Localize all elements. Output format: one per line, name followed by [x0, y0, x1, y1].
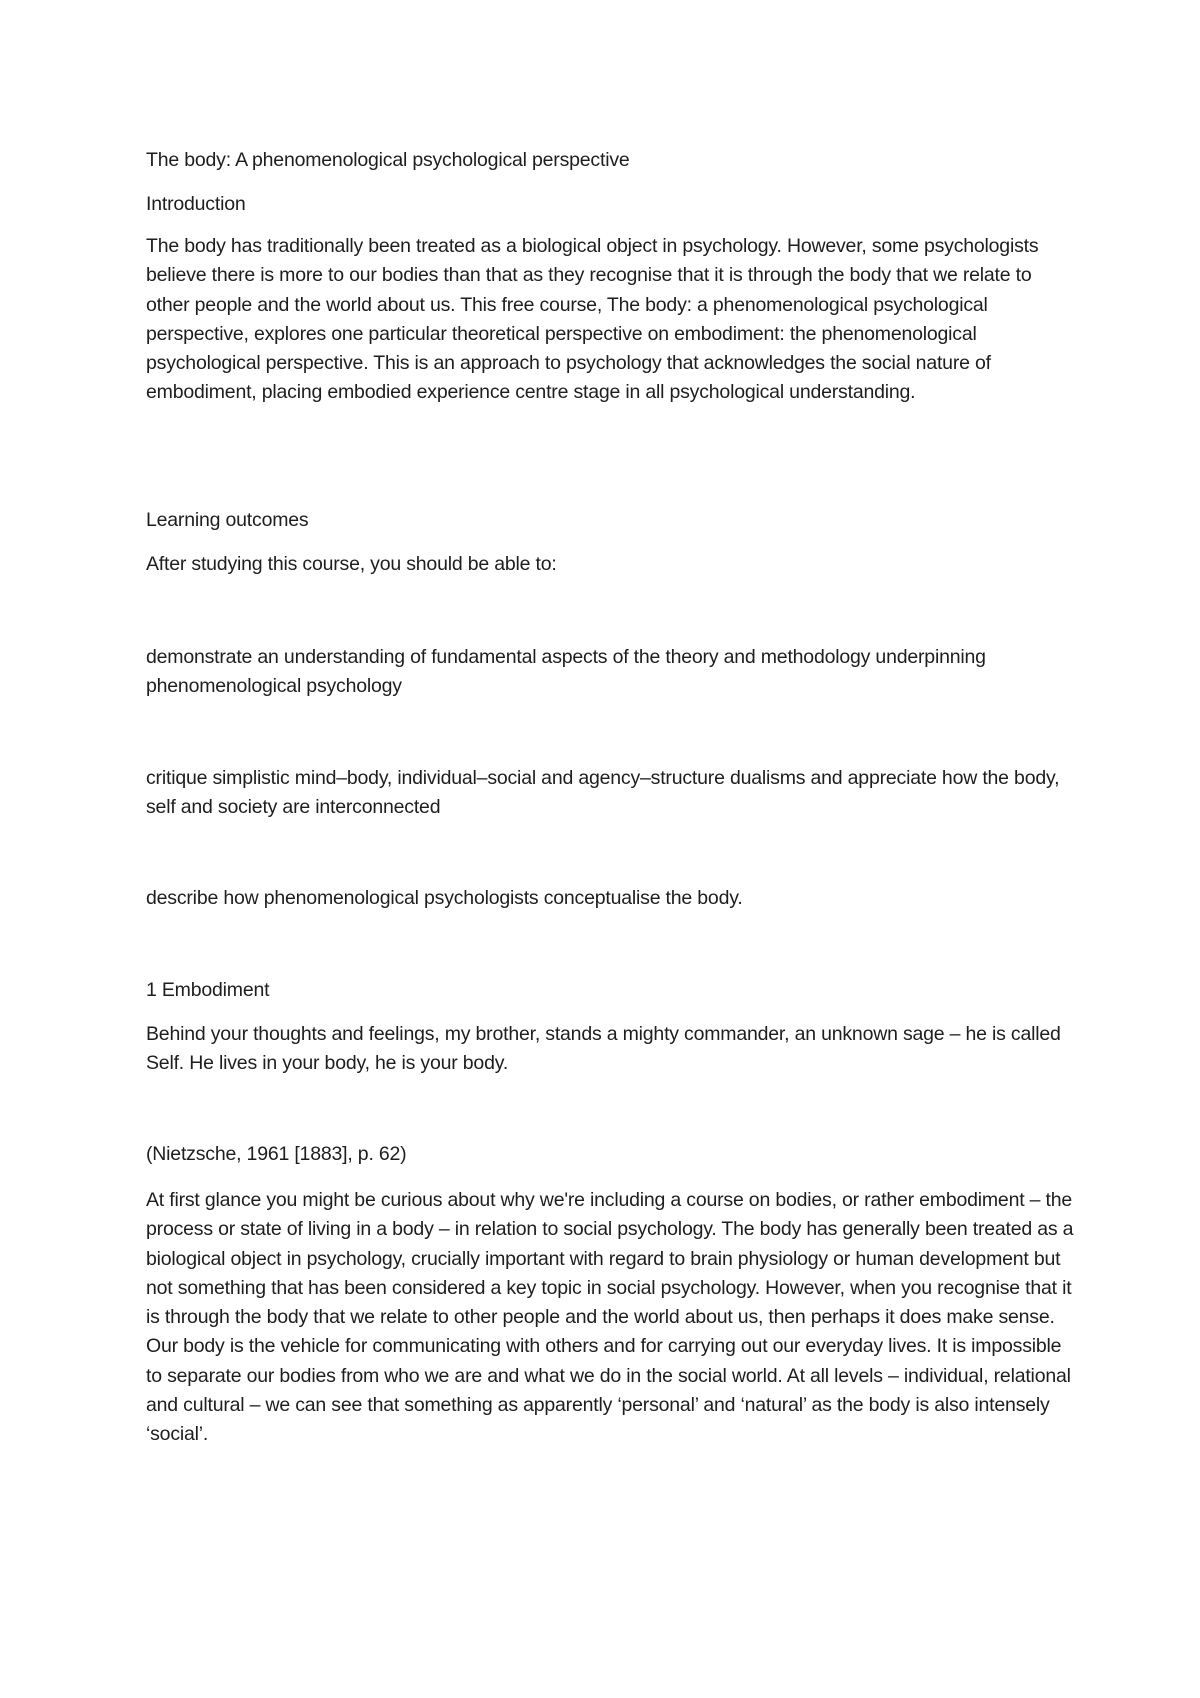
introduction-heading: Introduction [146, 193, 246, 215]
section-1-heading: 1 Embodiment [146, 979, 270, 1001]
learning-outcomes-heading: Learning outcomes [146, 509, 309, 531]
section-1-paragraph: At first glance you might be curious about why we're including a course on bodies, or rather embodiment – the process or state of living in a body – in relation to social psychology. The body has generally been treated as a biological object in psychology, crucially important with regard to brain physiology or human development but not something that has been considered a key topic in social psychology. However, when you recognise that it is through the body that we relate to other people and the world about us, then perhaps it does make sense. Our body is the vehicle for communicating with others and for carrying out our everyday lives. It is impossible to separate our bodies from who we are and what we do in the social world. At all levels – individual, relational and cultural – we can see that something as apparently ‘personal’ and ‘natural’ as the body is also intensely ‘social’. [146, 1189, 1074, 1446]
outcome-item-2: critique simplistic mind–body, individual–social and agency–structure dualisms and appreciate how the body, self and society are interconnected [146, 767, 1060, 819]
epigraph-quote: Behind your thoughts and feelings, my brother, stands a mighty commander, an unknown sage – he is called Self. He lives in your body, he is your body. [146, 1023, 1061, 1075]
introduction-paragraph: The body has traditionally been treated as a biological object in psychology. However, some psychologists believe there is more to our bodies than that as they recognise that it is through the body that we relate to other people and the world about us. This free course, The body: a phenomenological psychological perspective, explores one particular theoretical perspective on embodiment: the phenomenological psychological perspective. This is an approach to psychology that acknowledges the social nature of embodiment, placing embodied experience centre stage in all psychological understanding. [146, 235, 1039, 404]
learning-outcomes-intro: After studying this course, you should be able to: [146, 553, 557, 575]
outcome-item-1: demonstrate an understanding of fundamental aspects of the theory and methodology underpinning phenomenological psychology [146, 646, 986, 698]
document-title: The body: A phenomenological psychological perspective [146, 149, 630, 171]
outcome-item-3: describe how phenomenological psychologists conceptualise the body. [146, 887, 743, 909]
epigraph-citation: (Nietzsche, 1961 [1883], p. 62) [146, 1143, 407, 1165]
